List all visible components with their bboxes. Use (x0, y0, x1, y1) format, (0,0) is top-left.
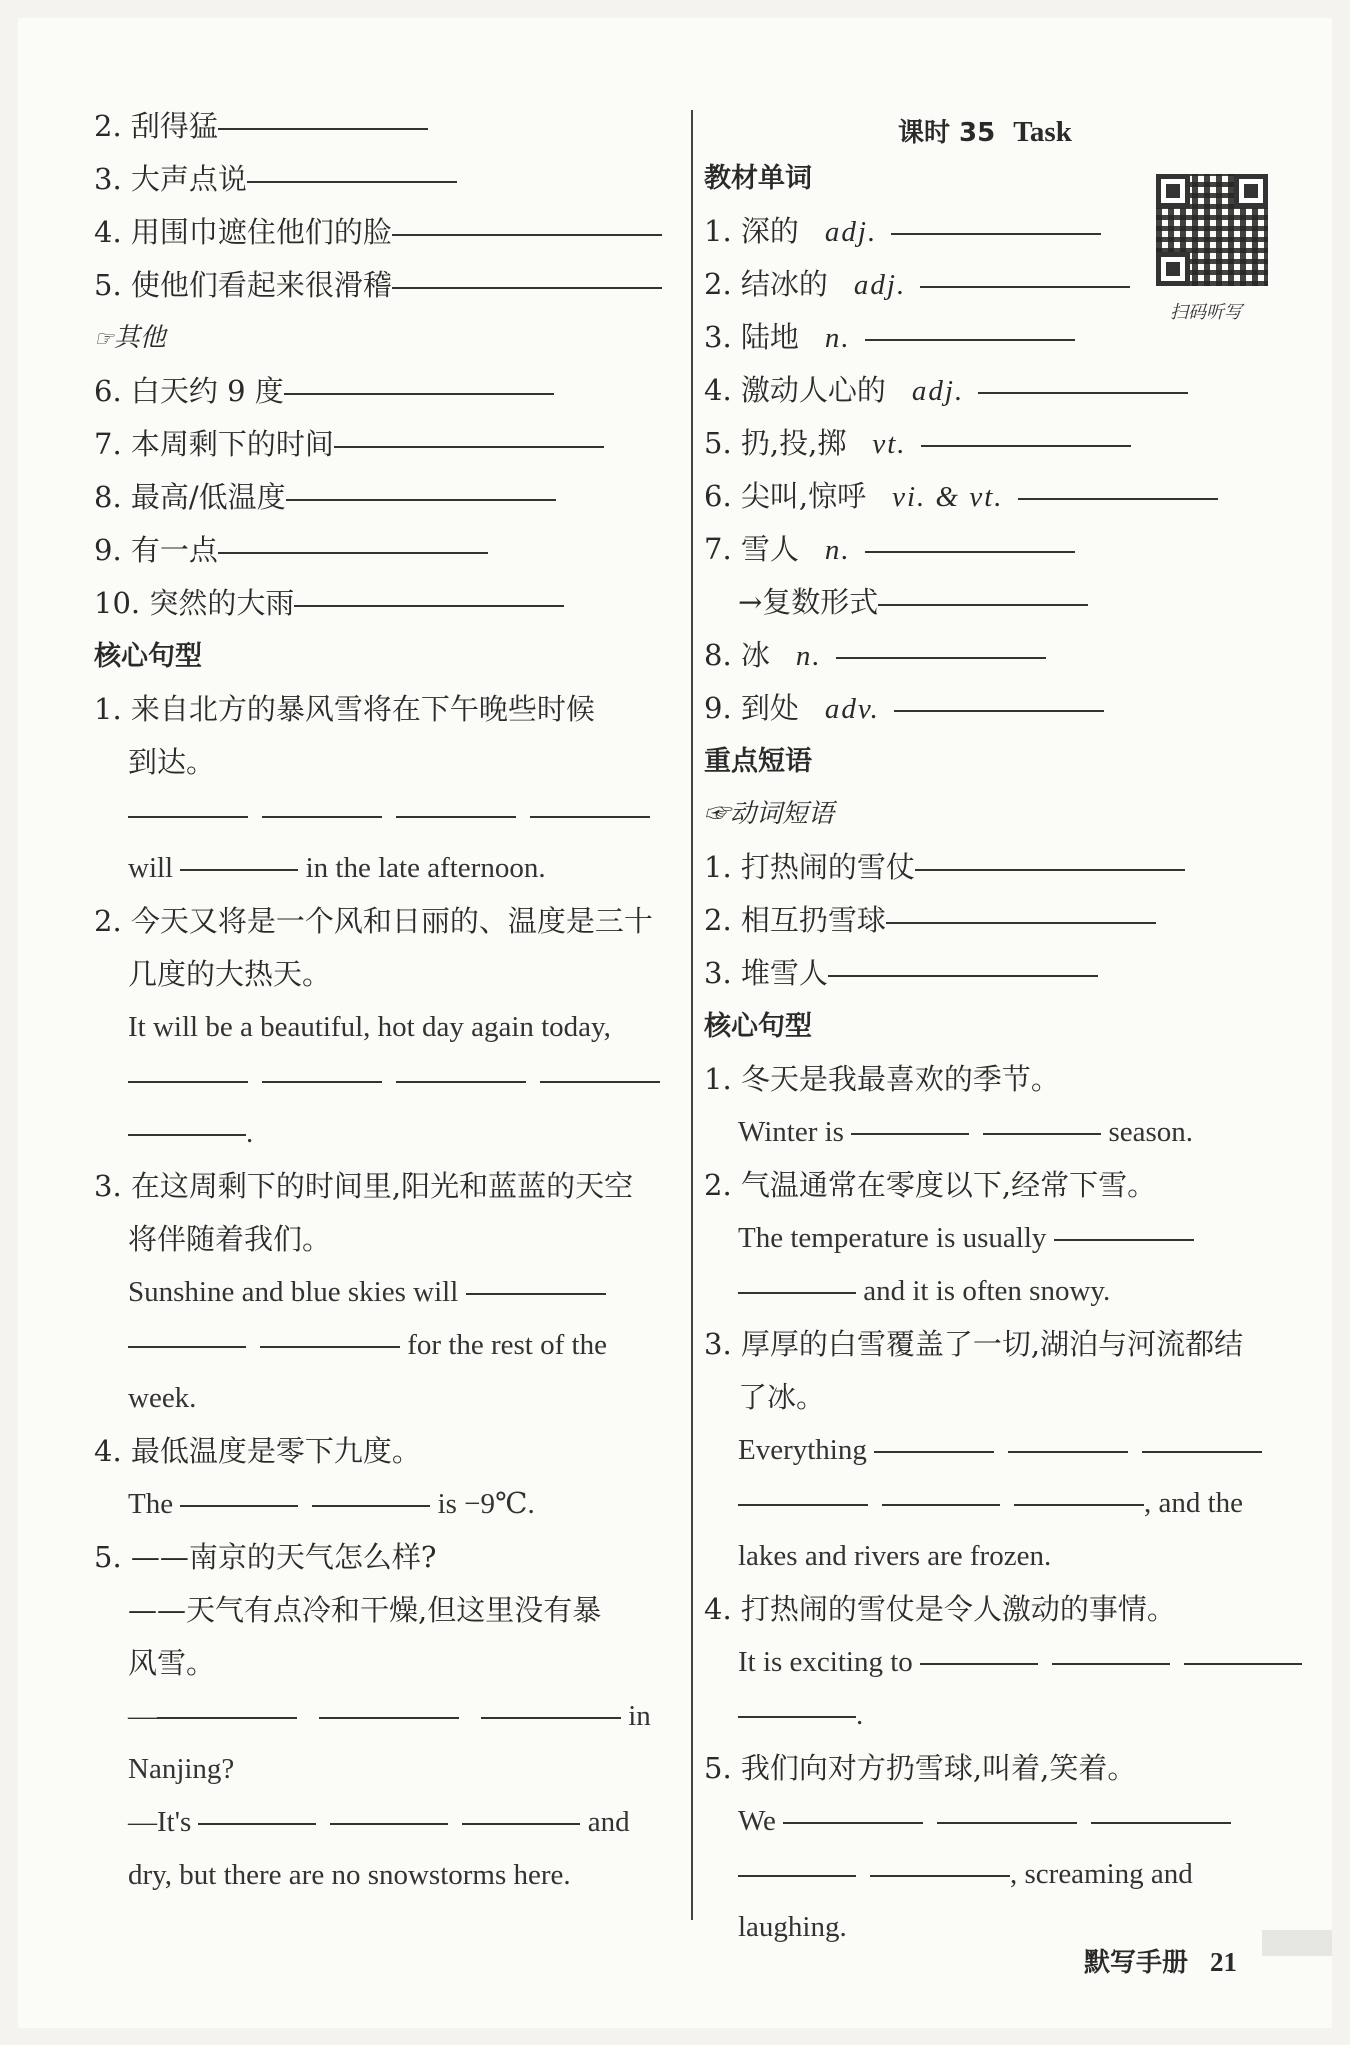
answer-blank[interactable] (319, 1716, 459, 1719)
list-item: 9. 有一点 (94, 524, 674, 577)
section-subheading: ☞其他 (94, 323, 166, 353)
answer-line: It will be a beautiful, hot day again today, (128, 1011, 611, 1043)
answer-blank[interactable] (396, 815, 516, 818)
answer-blank[interactable] (891, 232, 1101, 235)
word-item: 1. 深的 adj. (704, 205, 1304, 258)
answer-blank[interactable] (260, 1345, 400, 1348)
workbook-page (18, 18, 1332, 2028)
page-number: 21 (1210, 1947, 1238, 1977)
answer-blank[interactable] (738, 1503, 868, 1506)
sentence-prompt: 将伴随着我们。 (128, 1222, 332, 1256)
sentence-prompt: 1. 冬天是我最喜欢的季节。 (704, 1062, 1060, 1096)
answer-blank[interactable] (1018, 497, 1218, 500)
answer-blank[interactable] (978, 391, 1188, 394)
list-item: 3. 大声点说 (94, 153, 674, 206)
answer-blank[interactable] (865, 550, 1075, 553)
sentence-prompt: 了冰。 (738, 1380, 826, 1414)
word-item: 6. 尖叫,惊呼 vi. & vt. (704, 470, 1304, 523)
answer-line: , screaming and (704, 1848, 1304, 1901)
answer-blank[interactable] (180, 1504, 298, 1507)
answer-blank[interactable] (1054, 1238, 1194, 1241)
answer-line: dry, but there are no snowstorms here. (128, 1859, 571, 1891)
word-item: 2. 结冰的 adj. (704, 258, 1304, 311)
answer-line: —It's and (128, 1806, 630, 1838)
answer-blank[interactable] (247, 180, 457, 183)
answer-blank[interactable] (330, 1822, 448, 1825)
answer-blank[interactable] (920, 285, 1130, 288)
footer-bar (1262, 1930, 1332, 1956)
word-item: 9. 到处 adv. (704, 682, 1304, 735)
answer-blank[interactable] (481, 1716, 621, 1719)
answer-blank[interactable] (218, 127, 428, 130)
sentence-prompt: 3. 在这周剩下的时间里,阳光和蓝蓝的天空 (94, 1169, 634, 1203)
answer-blank[interactable] (157, 1716, 297, 1719)
answer-blank[interactable] (286, 498, 556, 501)
answer-line: will in the late afternoon. (128, 852, 546, 884)
answer-line: Winter is season. (738, 1116, 1194, 1148)
answer-line: for the rest of the (94, 1319, 674, 1372)
answer-blank[interactable] (1052, 1662, 1170, 1665)
answer-blank[interactable] (878, 603, 1088, 606)
answer-line: , and the (704, 1477, 1304, 1530)
answer-blank[interactable] (886, 921, 1156, 924)
book-title: 默写手册 (1084, 1948, 1189, 1978)
section-heading: 教材单词 (704, 163, 812, 194)
answer-blank[interactable] (392, 233, 662, 236)
right-column (704, 152, 1304, 1954)
answer-blank[interactable] (334, 445, 604, 448)
answer-blank[interactable] (870, 1874, 1010, 1877)
answer-line (94, 789, 674, 842)
answer-blank[interactable] (396, 1080, 526, 1083)
answer-blank[interactable] (540, 1080, 660, 1083)
phrase-item: 2. 相互扔雪球 (704, 894, 1304, 947)
answer-blank[interactable] (1184, 1662, 1302, 1665)
answer-line: Everything (704, 1424, 1304, 1477)
answer-blank[interactable] (920, 1662, 1038, 1665)
list-item: 6. 白天约 9 度 (94, 365, 674, 418)
answer-line: laughing. (738, 1911, 847, 1943)
sentence-prompt: ——天气有点冷和干燥,但这里没有暴 (128, 1593, 602, 1627)
answer-line: Sunshine and blue skies will (94, 1266, 674, 1319)
answer-blank[interactable] (828, 974, 1098, 977)
sentence-prompt: 1. 来自北方的暴风雪将在下午晚些时候 (94, 692, 595, 726)
sentence-prompt: 到达。 (128, 745, 216, 779)
word-item: 7. 雪人 n. (704, 523, 1304, 576)
answer-blank[interactable] (180, 868, 298, 871)
list-item: 8. 最高/低温度 (94, 471, 674, 524)
answer-blank[interactable] (294, 604, 564, 607)
answer-blank[interactable] (738, 1291, 856, 1294)
column-divider (691, 110, 693, 1920)
list-item: 10. 突然的大雨 (94, 577, 674, 630)
answer-blank[interactable] (262, 815, 382, 818)
answer-line (94, 1054, 674, 1107)
list-item: 4. 用围巾遮住他们的脸 (94, 206, 674, 259)
answer-blank[interactable] (882, 1503, 1000, 1506)
answer-blank[interactable] (738, 1715, 856, 1718)
answer-blank[interactable] (198, 1822, 316, 1825)
word-item: 8. 冰 n. (704, 629, 1304, 682)
sentence-prompt: 5. 我们向对方扔雪球,叫着,笑着。 (704, 1751, 1137, 1785)
answer-blank[interactable] (530, 815, 650, 818)
answer-blank[interactable] (836, 656, 1046, 659)
answer-blank[interactable] (128, 815, 248, 818)
list-item: 7. 本周剩下的时间 (94, 418, 674, 471)
answer-blank[interactable] (1091, 1821, 1231, 1824)
list-item: 5. 使他们看起来很滑稽 (94, 259, 674, 312)
answer-blank[interactable] (128, 1345, 246, 1348)
word-item: 4. 激动人心的 adj. (704, 364, 1304, 417)
answer-line: Nanjing? (128, 1753, 235, 1785)
answer-blank[interactable] (894, 709, 1104, 712)
answer-blank[interactable] (128, 1133, 246, 1136)
answer-blank[interactable] (874, 1450, 994, 1453)
page-footer (1084, 1942, 1237, 1979)
answer-line: The is −9℃. (128, 1488, 535, 1520)
pointing-hand-icon: ☞ (94, 327, 114, 352)
answer-blank[interactable] (218, 551, 488, 554)
answer-blank[interactable] (921, 444, 1131, 447)
answer-blank[interactable] (284, 392, 554, 395)
phrase-item: 1. 打热闹的雪仗 (704, 841, 1304, 894)
answer-line: week. (128, 1382, 197, 1414)
answer-blank[interactable] (392, 286, 662, 289)
list-item: 2. 刮得猛 (94, 100, 674, 153)
section-subheading: ☞动词短语 (704, 799, 835, 829)
answer-blank[interactable] (783, 1821, 923, 1824)
word-item: 5. 扔,投,掷 vt. (704, 417, 1304, 470)
answer-line: — in (128, 1700, 651, 1732)
sentence-prompt: 4. 打热闹的雪仗是令人激动的事情。 (704, 1592, 1176, 1626)
answer-blank[interactable] (937, 1821, 1077, 1824)
answer-blank[interactable] (312, 1504, 430, 1507)
sentence-prompt: 3. 厚厚的白雪覆盖了一切,湖泊与河流都结 (704, 1327, 1244, 1361)
answer-blank[interactable] (865, 338, 1075, 341)
section-heading: 核心句型 (94, 641, 202, 672)
answer-blank[interactable] (262, 1080, 382, 1083)
answer-blank[interactable] (1142, 1450, 1262, 1453)
answer-blank[interactable] (851, 1132, 969, 1135)
sentence-prompt: 5. ——南京的天气怎么样? (94, 1540, 437, 1574)
sentence-prompt: 2. 今天又将是一个风和日丽的、温度是三十 (94, 904, 653, 938)
answer-blank[interactable] (466, 1292, 606, 1295)
left-column (94, 100, 674, 1902)
answer-line: The temperature is usually (704, 1212, 1304, 1265)
sentence-prompt: 几度的大热天。 (128, 957, 332, 991)
section-heading: 核心句型 (704, 1011, 812, 1042)
qr-caption: 扫码听写 (1170, 302, 1242, 323)
answer-blank[interactable] (1014, 1503, 1144, 1506)
answer-line: and it is often snowy. (704, 1265, 1304, 1318)
answer-line: It is exciting to (704, 1636, 1304, 1689)
answer-line: We (704, 1795, 1304, 1848)
answer-blank[interactable] (128, 1080, 248, 1083)
word-item: →复数形式 (704, 576, 1304, 629)
answer-line: lakes and rivers are frozen. (738, 1540, 1052, 1572)
answer-line: . (94, 1107, 674, 1160)
answer-blank[interactable] (983, 1132, 1101, 1135)
answer-blank[interactable] (462, 1822, 580, 1825)
answer-blank[interactable] (915, 868, 1185, 871)
answer-line: . (704, 1689, 1304, 1742)
sentence-prompt: 4. 最低温度是零下九度。 (94, 1434, 421, 1468)
answer-blank[interactable] (738, 1874, 856, 1877)
lesson-title: 课时 35 Task (898, 116, 1072, 148)
sentence-prompt: 风雪。 (128, 1646, 216, 1680)
sentence-prompt: 2. 气温通常在零度以下,经常下雪。 (704, 1168, 1157, 1202)
word-item: 3. 陆地 n. (704, 311, 1304, 364)
answer-blank[interactable] (1008, 1450, 1128, 1453)
section-heading: 重点短语 (704, 746, 812, 777)
phrase-item: 3. 堆雪人 (704, 947, 1304, 1000)
